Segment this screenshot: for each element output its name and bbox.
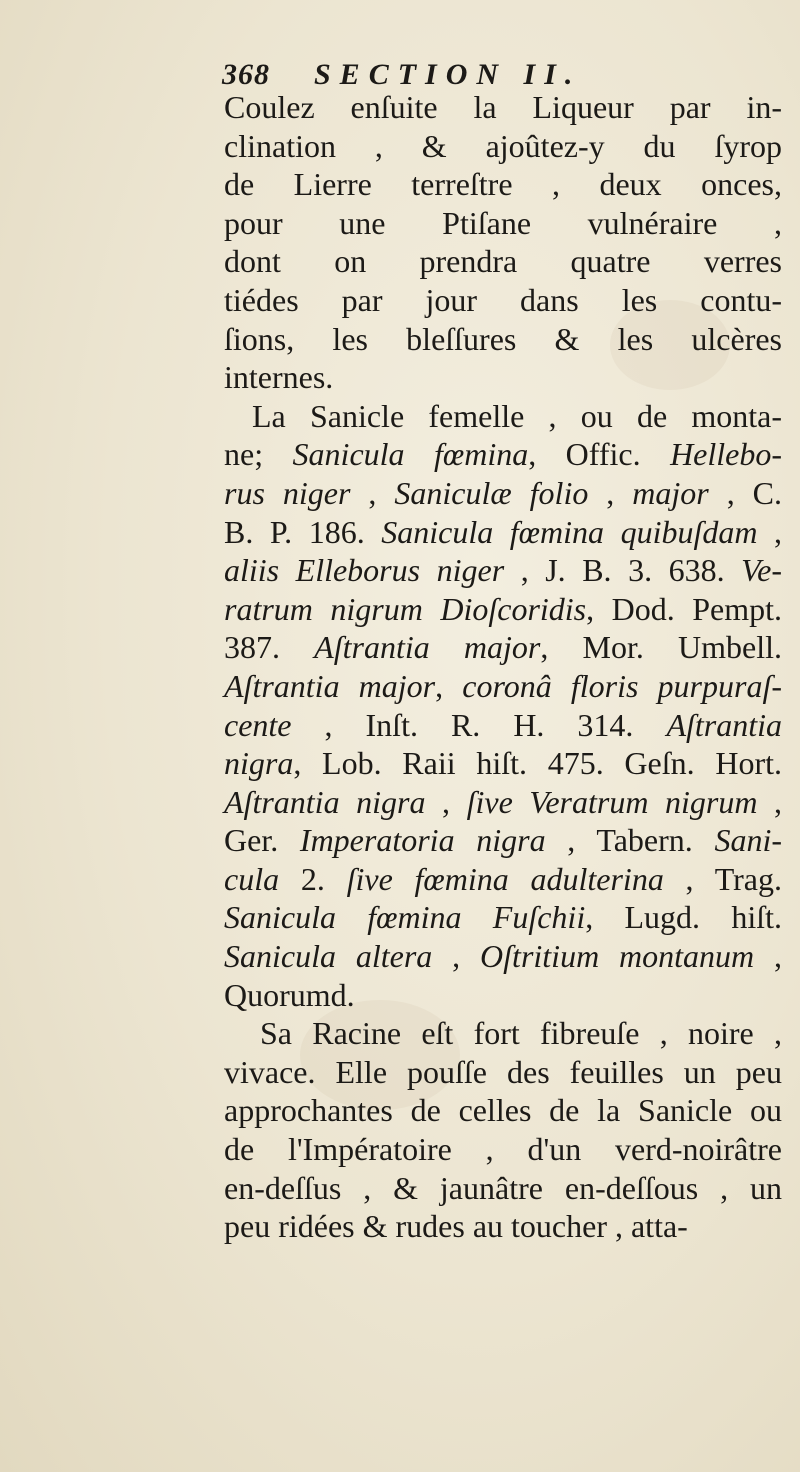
text-line <box>224 898 782 937</box>
text-line <box>224 1053 782 1092</box>
roman-text: ne; <box>224 436 293 473</box>
paragraph <box>224 1014 782 1246</box>
roman-text: , Trag. <box>663 860 782 897</box>
text-line <box>224 1130 782 1169</box>
italic-text: Sanicula fœmina Fuſchii <box>224 899 586 936</box>
italic-text: major <box>632 474 709 511</box>
italic-text: Sani- <box>714 822 783 859</box>
roman-text: , <box>757 783 783 820</box>
roman-text: , C. <box>708 474 782 511</box>
text-line <box>224 821 782 860</box>
italic-text: Aſtrantia nigra <box>224 783 426 820</box>
text-line <box>224 744 782 783</box>
italic-text: Sanicula altera <box>224 938 433 975</box>
italic-text: Oſtritium montanum <box>480 938 755 975</box>
running-head: SECTION II. <box>314 58 582 91</box>
text-line <box>224 1091 782 1130</box>
page-number: 368 <box>222 58 270 91</box>
text-line <box>224 667 782 706</box>
roman-text: 387. <box>224 629 315 666</box>
text-line <box>224 937 782 976</box>
roman-text: Ger. <box>224 822 300 859</box>
text-line <box>224 127 782 166</box>
text-line <box>224 281 782 320</box>
roman-text: La Sanicle femelle , ou de monta- <box>252 397 782 434</box>
italic-text: Sanicula fœmina <box>292 436 529 473</box>
italic-text: Imperatoria nigra <box>299 822 546 859</box>
roman-text: vivace. Elle pouſſe des feuilles un peu <box>224 1053 782 1090</box>
roman-text: , Dod. Pempt. <box>586 590 782 627</box>
text-line <box>224 513 782 552</box>
roman-text: , <box>425 783 467 820</box>
italic-text: Saniculæ folio <box>394 474 589 511</box>
text-line <box>224 1207 782 1246</box>
text-line <box>224 628 782 667</box>
paragraph <box>224 397 782 1015</box>
roman-text: tiédes par jour dans les contu- <box>224 281 782 318</box>
roman-text: , <box>435 667 463 704</box>
text-line <box>224 976 782 1015</box>
roman-text: en-deſſus , & jaunâtre en-deſſous , un <box>224 1169 782 1206</box>
text-line <box>224 88 782 127</box>
italic-text: cente <box>224 706 292 743</box>
roman-text: Quorumd. <box>224 976 355 1013</box>
roman-text: , <box>432 938 481 975</box>
text-line <box>224 860 782 899</box>
italic-text: Aſtrantia major <box>314 629 541 666</box>
roman-text: approchantes de celles de la Sanicle ou <box>224 1092 782 1129</box>
roman-text: , Lob. Raii hiſt. 475. Geſn. Hort. <box>293 745 782 782</box>
roman-text: peu ridées & rudes au toucher , atta- <box>224 1208 688 1245</box>
italic-text: Sanicula fœmina quibuſdam <box>381 513 758 550</box>
text-line <box>224 590 782 629</box>
italic-text: aliis Elleborus niger <box>224 552 505 589</box>
roman-text: internes. <box>224 359 334 396</box>
body-text <box>224 88 782 1246</box>
italic-text: Aſtrantia <box>666 706 782 743</box>
roman-text: de l'Impératoire , d'un verd-noirâtre <box>224 1131 782 1168</box>
roman-text: , <box>350 474 395 511</box>
text-line <box>224 783 782 822</box>
roman-text: ſions, les bleſſures & les ulcères <box>224 320 782 357</box>
text-line <box>224 435 782 474</box>
text-line <box>224 1014 782 1053</box>
text-line <box>224 242 782 281</box>
roman-text: clination , & ajoûtez-y du ſyrop <box>224 127 782 164</box>
italic-text: Hellebo- <box>670 436 783 473</box>
text-line <box>224 358 782 397</box>
roman-text: 2. <box>279 860 347 897</box>
roman-text: Coulez enſuite la Liqueur par in- <box>224 89 782 125</box>
roman-text: B. P. 186. <box>224 513 382 550</box>
text-line <box>224 397 782 436</box>
roman-text: , <box>754 938 783 975</box>
roman-text: , Tabern. <box>545 822 715 859</box>
italic-text: cula <box>224 860 280 897</box>
italic-text: coronâ floris purpuraſ- <box>462 667 783 704</box>
roman-text: dont on prendra quatre verres <box>224 243 782 280</box>
italic-text: nigra <box>224 745 294 782</box>
italic-text: Aſtrantia major <box>224 667 436 704</box>
roman-text: , Lugd. hiſt. <box>585 899 783 936</box>
text-line <box>224 165 782 204</box>
roman-text: , J. B. 3. 638. <box>504 552 742 589</box>
italic-text: Ve- <box>741 552 783 589</box>
roman-text: , <box>757 513 783 550</box>
text-line <box>224 204 782 243</box>
italic-text: ratrum nigrum Dioſcoridis <box>224 590 587 627</box>
roman-text: de Lierre terreſtre , deux onces, <box>224 166 782 203</box>
roman-text: pour une Ptiſane vulnéraire , <box>224 204 782 241</box>
text-line <box>224 1169 782 1208</box>
italic-text: rus niger <box>224 474 351 511</box>
roman-text: Sa Racine eſt fort fibreuſe , noire , <box>260 1015 782 1052</box>
roman-text: , Inſt. R. H. 314. <box>291 706 667 743</box>
roman-text: , <box>588 474 633 511</box>
italic-text: ſive Veratrum nigrum <box>466 783 758 820</box>
text-line <box>224 320 782 359</box>
italic-text: ſive fœmina adulterina <box>346 860 664 897</box>
text-line <box>224 474 782 513</box>
roman-text: , Mor. Umbell. <box>540 629 783 666</box>
text-line <box>224 706 782 745</box>
text-line <box>224 551 782 590</box>
roman-text: , Offic. <box>528 436 671 473</box>
paragraph <box>224 88 782 397</box>
